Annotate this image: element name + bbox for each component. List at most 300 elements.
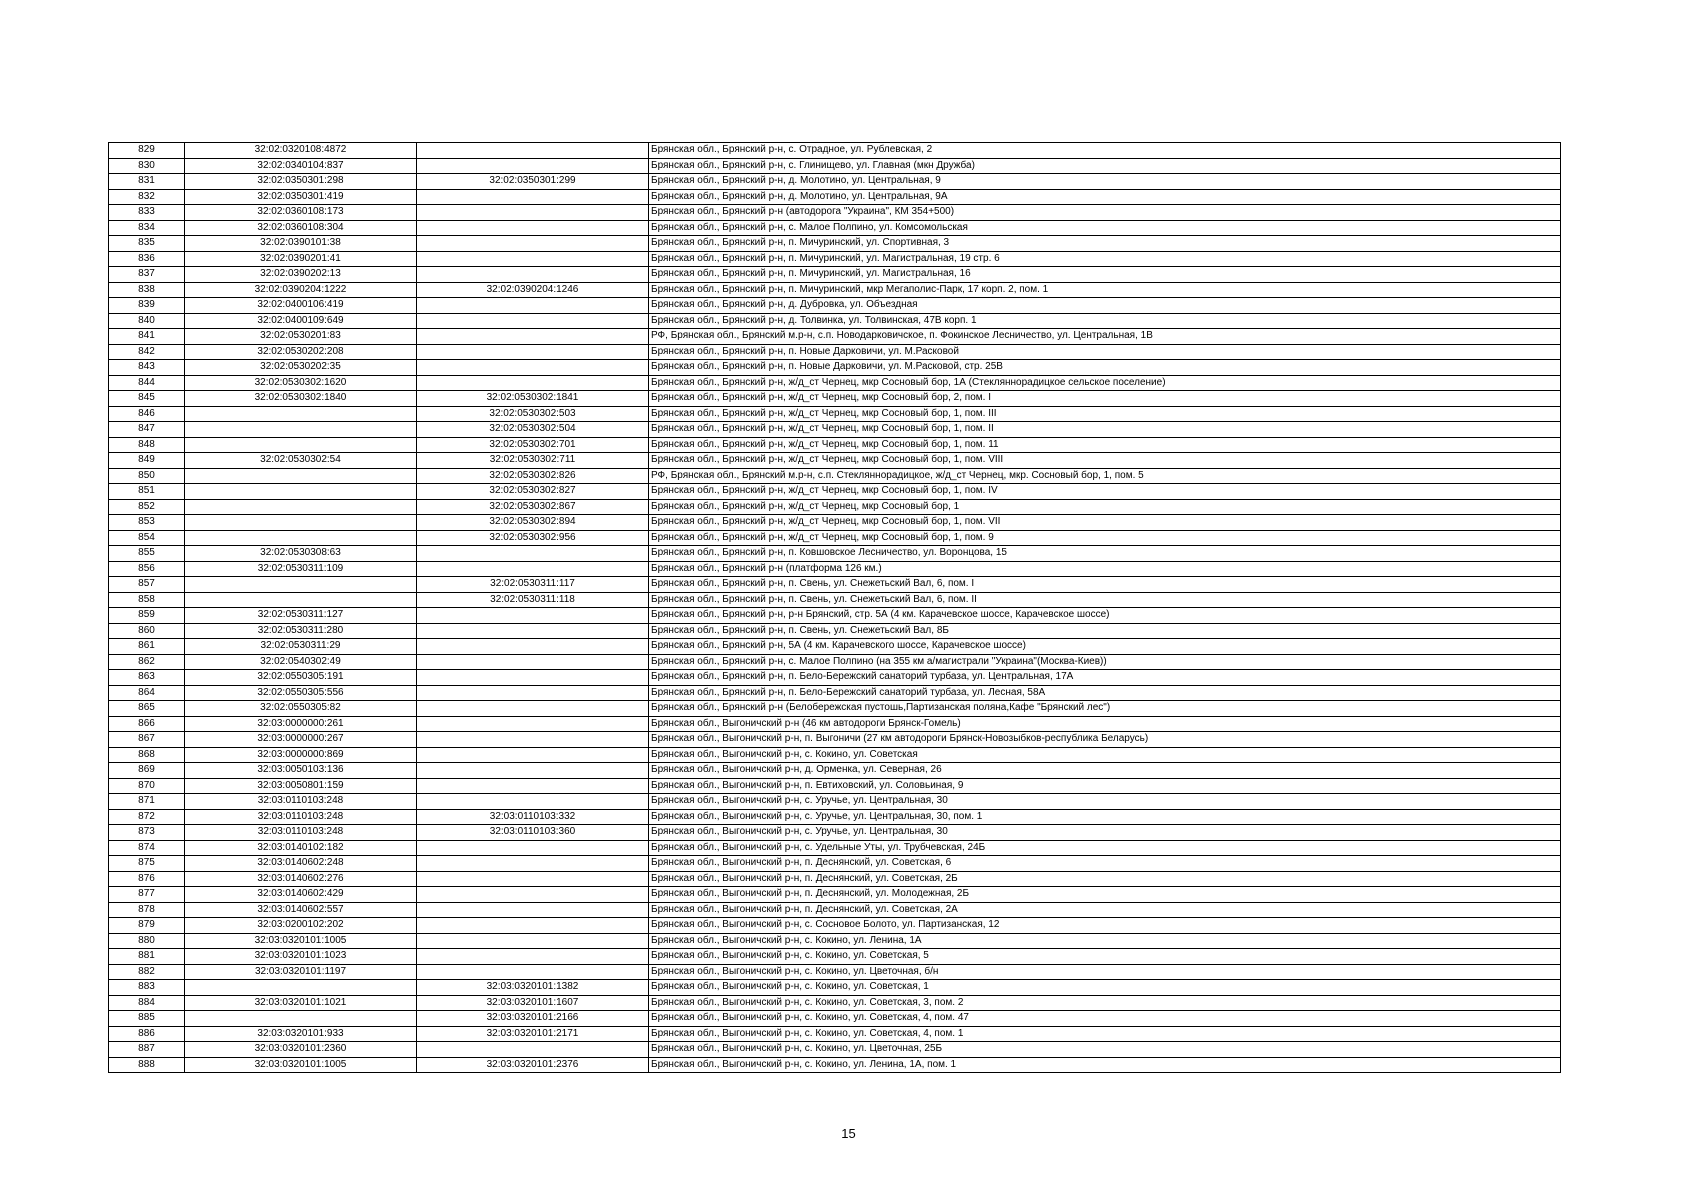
premise-cadastral-number-cell xyxy=(417,608,649,624)
premise-cadastral-number-cell: 32:03:0110103:332 xyxy=(417,809,649,825)
row-number-cell: 870 xyxy=(109,778,185,794)
premise-cadastral-number-cell xyxy=(417,561,649,577)
premise-cadastral-number-cell: 32:03:0320101:2166 xyxy=(417,1011,649,1027)
row-number-cell: 836 xyxy=(109,251,185,267)
premise-cadastral-number-cell xyxy=(417,344,649,360)
table-row xyxy=(109,809,1561,825)
row-number-cell: 884 xyxy=(109,995,185,1011)
table-row xyxy=(109,422,1561,438)
row-number-cell: 865 xyxy=(109,701,185,717)
address-cell: Брянская обл., Брянский р-н, д. Молотино, ул. Центральная, 9 xyxy=(649,174,1561,190)
address-cell: Брянская обл., Брянский р-н, п. Свень, ул. Снежетьский Вал, 6, пом. I xyxy=(649,577,1561,593)
cadastral-number-cell: 32:03:0110103:248 xyxy=(185,809,417,825)
cadastral-number-cell: 32:03:0320101:1197 xyxy=(185,964,417,980)
cadastral-number-cell: 32:03:0140102:182 xyxy=(185,840,417,856)
premise-cadastral-number-cell xyxy=(417,360,649,376)
cadastral-number-cell: 32:02:0550305:556 xyxy=(185,685,417,701)
table-row xyxy=(109,484,1561,500)
row-number-cell: 879 xyxy=(109,918,185,934)
cadastral-number-cell: 32:02:0550305:82 xyxy=(185,701,417,717)
premise-cadastral-number-cell xyxy=(417,701,649,717)
row-number-cell: 862 xyxy=(109,654,185,670)
address-cell: Брянская обл., Выгоничский р-н, д. Орменка, ул. Северная, 26 xyxy=(649,763,1561,779)
table-row xyxy=(109,220,1561,236)
cadastral-number-cell: 32:03:0000000:869 xyxy=(185,747,417,763)
address-cell: Брянская обл., Выгоничский р-н, с. Кокино, ул. Советская, 4, пом. 47 xyxy=(649,1011,1561,1027)
table-row xyxy=(109,778,1561,794)
cadastral-number-cell: 32:02:0530302:1620 xyxy=(185,375,417,391)
row-number-cell: 852 xyxy=(109,499,185,515)
table-row xyxy=(109,949,1561,965)
row-number-cell: 830 xyxy=(109,158,185,174)
cadastral-number-cell xyxy=(185,592,417,608)
premise-cadastral-number-cell xyxy=(417,313,649,329)
row-number-cell: 887 xyxy=(109,1042,185,1058)
address-cell: Брянская обл., Брянский р-н (автодорога "Украина", КМ 354+500) xyxy=(649,205,1561,221)
address-cell: РФ, Брянская обл., Брянский м.р-н, с.п. Стекляннорадицкое, ж/д_ст Чернец, мкр. Сосновый бор, 1, пом. 5 xyxy=(649,468,1561,484)
address-cell: Брянская обл., Брянский р-н, ж/д_ст Чернец, мкр Сосновый бор, 1 xyxy=(649,499,1561,515)
premise-cadastral-number-cell: 32:02:0530302:956 xyxy=(417,530,649,546)
premise-cadastral-number-cell xyxy=(417,902,649,918)
table-row xyxy=(109,995,1561,1011)
premise-cadastral-number-cell xyxy=(417,1042,649,1058)
table-row xyxy=(109,406,1561,422)
premise-cadastral-number-cell: 32:02:0530302:867 xyxy=(417,499,649,515)
cadastral-number-cell: 32:02:0530202:35 xyxy=(185,360,417,376)
cadastral-number-cell xyxy=(185,515,417,531)
address-cell: Брянская обл., Брянский р-н, с. Малое Полпино (на 355 км а/магистрали "Украина"(Москва-Киев)) xyxy=(649,654,1561,670)
premise-cadastral-number-cell: 32:02:0530302:826 xyxy=(417,468,649,484)
cadastral-number-cell: 32:03:0320101:1005 xyxy=(185,1057,417,1073)
address-cell: Брянская обл., Брянский р-н, п. Мичуринский, ул. Магистральная, 19 стр. 6 xyxy=(649,251,1561,267)
row-number-cell: 880 xyxy=(109,933,185,949)
address-cell: Брянская обл., Брянский р-н, п. Ковшовское Лесничество, ул. Воронцова, 15 xyxy=(649,546,1561,562)
property-table xyxy=(108,142,1561,1073)
table-row xyxy=(109,685,1561,701)
table-row xyxy=(109,251,1561,267)
premise-cadastral-number-cell xyxy=(417,143,649,159)
table-row xyxy=(109,282,1561,298)
cadastral-number-cell: 32:02:0350301:419 xyxy=(185,189,417,205)
row-number-cell: 871 xyxy=(109,794,185,810)
row-number-cell: 876 xyxy=(109,871,185,887)
premise-cadastral-number-cell xyxy=(417,794,649,810)
table-row xyxy=(109,840,1561,856)
cadastral-number-cell: 32:02:0390101:38 xyxy=(185,236,417,252)
row-number-cell: 878 xyxy=(109,902,185,918)
address-cell: Брянская обл., Брянский р-н, д. Толвинка, ул. Толвинская, 47В корп. 1 xyxy=(649,313,1561,329)
cadastral-number-cell xyxy=(185,980,417,996)
premise-cadastral-number-cell: 32:02:0530302:711 xyxy=(417,453,649,469)
cadastral-number-cell: 32:02:0550305:191 xyxy=(185,670,417,686)
table-row xyxy=(109,546,1561,562)
row-number-cell: 849 xyxy=(109,453,185,469)
address-cell: Брянская обл., Брянский р-н, ж/д_ст Чернец, мкр Сосновый бор, 1, пом. IV xyxy=(649,484,1561,500)
premise-cadastral-number-cell xyxy=(417,747,649,763)
address-cell: Брянская обл., Брянский р-н, ж/д_ст Чернец, мкр Сосновый бор, 2, пом. I xyxy=(649,391,1561,407)
row-number-cell: 840 xyxy=(109,313,185,329)
table-row xyxy=(109,174,1561,190)
table-row xyxy=(109,1057,1561,1073)
cadastral-number-cell: 32:02:0530311:280 xyxy=(185,623,417,639)
table-row xyxy=(109,1026,1561,1042)
table-row xyxy=(109,437,1561,453)
address-cell: Брянская обл., Брянский р-н, п. Новые Дарковичи, ул. М.Расковой xyxy=(649,344,1561,360)
address-cell: Брянская обл., Выгоничский р-н, с. Кокино, ул. Цветочная, б/н xyxy=(649,964,1561,980)
table-row xyxy=(109,515,1561,531)
address-cell: Брянская обл., Брянский р-н, п. Бело-Бережский санаторий турбаза, ул. Лесная, 58А xyxy=(649,685,1561,701)
cadastral-number-cell: 32:02:0530308:63 xyxy=(185,546,417,562)
premise-cadastral-number-cell: 32:03:0320101:1607 xyxy=(417,995,649,1011)
table-row xyxy=(109,964,1561,980)
cadastral-number-cell: 32:02:0360108:304 xyxy=(185,220,417,236)
address-cell: Брянская обл., Выгоничский р-н, п. Деснянский, ул. Молодежная, 2Б xyxy=(649,887,1561,903)
address-cell: Брянская обл., Брянский р-н, п. Мичуринский, ул. Спортивная, 3 xyxy=(649,236,1561,252)
row-number-cell: 857 xyxy=(109,577,185,593)
table-row xyxy=(109,577,1561,593)
address-cell: Брянская обл., Брянский р-н (Белобережская пустошь,Партизанская поляна,Кафе "Брянский лес") xyxy=(649,701,1561,717)
row-number-cell: 837 xyxy=(109,267,185,283)
address-cell: Брянская обл., Выгоничский р-н, с. Сосновое Болото, ул. Партизанская, 12 xyxy=(649,918,1561,934)
premise-cadastral-number-cell: 32:02:0530311:118 xyxy=(417,592,649,608)
cadastral-number-cell: 32:03:0320101:933 xyxy=(185,1026,417,1042)
table-row xyxy=(109,267,1561,283)
address-cell: Брянская обл., Брянский р-н, ж/д_ст Чернец, мкр Сосновый бор, 1, пом. VII xyxy=(649,515,1561,531)
table-row xyxy=(109,375,1561,391)
premise-cadastral-number-cell xyxy=(417,732,649,748)
premise-cadastral-number-cell xyxy=(417,856,649,872)
premise-cadastral-number-cell xyxy=(417,220,649,236)
address-cell: Брянская обл., Выгоничский р-н, с. Кокино, ул. Ленина, 1А xyxy=(649,933,1561,949)
address-cell: Брянская обл., Брянский р-н, ж/д_ст Чернец, мкр Сосновый бор, 1, пом. III xyxy=(649,406,1561,422)
premise-cadastral-number-cell xyxy=(417,654,649,670)
cadastral-number-cell: 32:02:0390204:1222 xyxy=(185,282,417,298)
premise-cadastral-number-cell: 32:02:0530302:503 xyxy=(417,406,649,422)
row-number-cell: 850 xyxy=(109,468,185,484)
premise-cadastral-number-cell: 32:03:0320101:2171 xyxy=(417,1026,649,1042)
cadastral-number-cell xyxy=(185,499,417,515)
cadastral-number-cell: 32:02:0360108:173 xyxy=(185,205,417,221)
cadastral-number-cell: 32:02:0530302:54 xyxy=(185,453,417,469)
address-cell: Брянская обл., Брянский р-н, ж/д_ст Чернец, мкр Сосновый бор, 1, пом. 11 xyxy=(649,437,1561,453)
premise-cadastral-number-cell xyxy=(417,778,649,794)
cadastral-number-cell: 32:03:0320101:1021 xyxy=(185,995,417,1011)
row-number-cell: 858 xyxy=(109,592,185,608)
table-row xyxy=(109,530,1561,546)
address-cell: Брянская обл., Брянский р-н, п. Новые Дарковичи, ул. М.Расковой, стр. 25В xyxy=(649,360,1561,376)
address-cell: Брянская обл., Брянский р-н, 5А (4 км. Карачевского шоссе, Карачевское шоссе) xyxy=(649,639,1561,655)
premise-cadastral-number-cell xyxy=(417,623,649,639)
cadastral-number-cell: 32:02:0530201:83 xyxy=(185,329,417,345)
row-number-cell: 866 xyxy=(109,716,185,732)
premise-cadastral-number-cell: 32:02:0530302:827 xyxy=(417,484,649,500)
row-number-cell: 856 xyxy=(109,561,185,577)
cadastral-number-cell: 32:02:0540302:49 xyxy=(185,654,417,670)
cadastral-number-cell: 32:02:0530311:127 xyxy=(185,608,417,624)
cadastral-number-cell xyxy=(185,577,417,593)
table-row xyxy=(109,794,1561,810)
table-row xyxy=(109,313,1561,329)
cadastral-number-cell: 32:03:0050801:159 xyxy=(185,778,417,794)
address-cell: Брянская обл., Выгоничский р-н (46 км автодороги Брянск-Гомель) xyxy=(649,716,1561,732)
cadastral-number-cell: 32:03:0000000:267 xyxy=(185,732,417,748)
cadastral-number-cell xyxy=(185,530,417,546)
cadastral-number-cell: 32:02:0350301:298 xyxy=(185,174,417,190)
premise-cadastral-number-cell xyxy=(417,546,649,562)
cadastral-number-cell: 32:03:0140602:429 xyxy=(185,887,417,903)
cadastral-number-cell: 32:03:0050103:136 xyxy=(185,763,417,779)
address-cell: Брянская обл., Брянский р-н, д. Молотино, ул. Центральная, 9А xyxy=(649,189,1561,205)
premise-cadastral-number-cell xyxy=(417,236,649,252)
table-row xyxy=(109,344,1561,360)
table-row xyxy=(109,1042,1561,1058)
cadastral-number-cell: 32:03:0140602:557 xyxy=(185,902,417,918)
premise-cadastral-number-cell: 32:03:0320101:1382 xyxy=(417,980,649,996)
row-number-cell: 847 xyxy=(109,422,185,438)
table-row xyxy=(109,189,1561,205)
premise-cadastral-number-cell: 32:02:0530302:894 xyxy=(417,515,649,531)
row-number-cell: 838 xyxy=(109,282,185,298)
cadastral-number-cell xyxy=(185,406,417,422)
address-cell: РФ, Брянская обл., Брянский м.р-н, с.п. Новодарковичское, п. Фокинское Лесничество, ул. Центральная, 1В xyxy=(649,329,1561,345)
table-row xyxy=(109,933,1561,949)
row-number-cell: 843 xyxy=(109,360,185,376)
cadastral-number-cell: 32:03:0110103:248 xyxy=(185,825,417,841)
premise-cadastral-number-cell xyxy=(417,887,649,903)
premise-cadastral-number-cell xyxy=(417,685,649,701)
row-number-cell: 861 xyxy=(109,639,185,655)
cadastral-number-cell: 32:03:0110103:248 xyxy=(185,794,417,810)
premise-cadastral-number-cell xyxy=(417,267,649,283)
address-cell: Брянская обл., Выгоничский р-н, п. Деснянский, ул. Советская, 2Б xyxy=(649,871,1561,887)
row-number-cell: 864 xyxy=(109,685,185,701)
table-row xyxy=(109,453,1561,469)
table-row xyxy=(109,918,1561,934)
premise-cadastral-number-cell xyxy=(417,840,649,856)
table-row xyxy=(109,763,1561,779)
premise-cadastral-number-cell: 32:03:0320101:2376 xyxy=(417,1057,649,1073)
table-row xyxy=(109,236,1561,252)
address-cell: Брянская обл., Брянский р-н (платформа 126 км.) xyxy=(649,561,1561,577)
address-cell: Брянская обл., Выгоничский р-н, с. Кокино, ул. Советская, 4, пом. 1 xyxy=(649,1026,1561,1042)
row-number-cell: 863 xyxy=(109,670,185,686)
address-cell: Брянская обл., Брянский р-н, ж/д_ст Чернец, мкр Сосновый бор, 1, пом. VIII xyxy=(649,453,1561,469)
row-number-cell: 875 xyxy=(109,856,185,872)
premise-cadastral-number-cell: 32:02:0350301:299 xyxy=(417,174,649,190)
premise-cadastral-number-cell xyxy=(417,933,649,949)
row-number-cell: 869 xyxy=(109,763,185,779)
address-cell: Брянская обл., Брянский р-н, п. Мичуринский, ул. Магистральная, 16 xyxy=(649,267,1561,283)
address-cell: Брянская обл., Выгоничский р-н, с. Кокино, ул. Цветочная, 25Б xyxy=(649,1042,1561,1058)
premise-cadastral-number-cell xyxy=(417,670,649,686)
address-cell: Брянская обл., Выгоничский р-н, с. Уручье, ул. Центральная, 30 xyxy=(649,794,1561,810)
table-row xyxy=(109,158,1561,174)
premise-cadastral-number-cell xyxy=(417,298,649,314)
premise-cadastral-number-cell xyxy=(417,375,649,391)
cadastral-number-cell: 32:03:0320101:1005 xyxy=(185,933,417,949)
cadastral-number-cell xyxy=(185,437,417,453)
row-number-cell: 859 xyxy=(109,608,185,624)
address-cell: Брянская обл., Брянский р-н, д. Дубровка, ул. Объездная xyxy=(649,298,1561,314)
table-row xyxy=(109,871,1561,887)
premise-cadastral-number-cell xyxy=(417,964,649,980)
row-number-cell: 867 xyxy=(109,732,185,748)
premise-cadastral-number-cell xyxy=(417,639,649,655)
cadastral-number-cell: 32:02:0400109:649 xyxy=(185,313,417,329)
cadastral-number-cell: 32:03:0320101:1023 xyxy=(185,949,417,965)
address-cell: Брянская обл., Брянский р-н, ж/д_ст Чернец, мкр Сосновый бор, 1А (Стекляннорадицкое сельское поселение) xyxy=(649,375,1561,391)
row-number-cell: 877 xyxy=(109,887,185,903)
table-row xyxy=(109,639,1561,655)
table-row xyxy=(109,468,1561,484)
premise-cadastral-number-cell: 32:02:0530302:504 xyxy=(417,422,649,438)
table-row xyxy=(109,623,1561,639)
address-cell: Брянская обл., Выгоничский р-н, п. Деснянский, ул. Советская, 2А xyxy=(649,902,1561,918)
table-row xyxy=(109,825,1561,841)
row-number-cell: 855 xyxy=(109,546,185,562)
row-number-cell: 851 xyxy=(109,484,185,500)
address-cell: Брянская обл., Брянский р-н, п. Бело-Бережский санаторий турбаза, ул. Центральная, 17А xyxy=(649,670,1561,686)
cadastral-number-cell: 32:02:0340104:837 xyxy=(185,158,417,174)
address-cell: Брянская обл., Брянский р-н, ж/д_ст Чернец, мкр Сосновый бор, 1, пом. II xyxy=(649,422,1561,438)
row-number-cell: 883 xyxy=(109,980,185,996)
row-number-cell: 846 xyxy=(109,406,185,422)
table-row xyxy=(109,980,1561,996)
address-cell: Брянская обл., Брянский р-н, п. Свень, ул. Снежетьский Вал, 8Б xyxy=(649,623,1561,639)
cadastral-number-cell: 32:02:0400106:419 xyxy=(185,298,417,314)
cadastral-number-cell: 32:03:0140602:276 xyxy=(185,871,417,887)
table-row xyxy=(109,732,1561,748)
row-number-cell: 829 xyxy=(109,143,185,159)
address-cell: Брянская обл., Выгоничский р-н, с. Кокино, ул. Советская, 3, пом. 2 xyxy=(649,995,1561,1011)
row-number-cell: 845 xyxy=(109,391,185,407)
cadastral-number-cell: 32:02:0530311:29 xyxy=(185,639,417,655)
address-cell: Брянская обл., Брянский р-н, с. Отрадное, ул. Рублевская, 2 xyxy=(649,143,1561,159)
table-row xyxy=(109,592,1561,608)
row-number-cell: 854 xyxy=(109,530,185,546)
table-row xyxy=(109,298,1561,314)
cadastral-number-cell: 32:02:0320108:4872 xyxy=(185,143,417,159)
row-number-cell: 832 xyxy=(109,189,185,205)
address-cell: Брянская обл., Выгоничский р-н, с. Уручье, ул. Центральная, 30 xyxy=(649,825,1561,841)
address-cell: Брянская обл., Брянский р-н, п. Свень, ул. Снежетьский Вал, 6, пом. II xyxy=(649,592,1561,608)
cadastral-number-cell: 32:02:0390201:41 xyxy=(185,251,417,267)
address-cell: Брянская обл., Выгоничский р-н, с. Кокино, ул. Ленина, 1А, пом. 1 xyxy=(649,1057,1561,1073)
table-row xyxy=(109,701,1561,717)
premise-cadastral-number-cell xyxy=(417,949,649,965)
address-cell: Брянская обл., Брянский р-н, ж/д_ст Чернец, мкр Сосновый бор, 1, пом. 9 xyxy=(649,530,1561,546)
row-number-cell: 835 xyxy=(109,236,185,252)
row-number-cell: 853 xyxy=(109,515,185,531)
table-body xyxy=(109,143,1561,1073)
premise-cadastral-number-cell xyxy=(417,329,649,345)
row-number-cell: 841 xyxy=(109,329,185,345)
premise-cadastral-number-cell xyxy=(417,871,649,887)
row-number-cell: 881 xyxy=(109,949,185,965)
table-row xyxy=(109,143,1561,159)
address-cell: Брянская обл., Выгоничский р-н, с. Кокино, ул. Советская, 5 xyxy=(649,949,1561,965)
table-row xyxy=(109,887,1561,903)
address-cell: Брянская обл., Выгоничский р-н, с. Кокино, ул. Советская, 1 xyxy=(649,980,1561,996)
premise-cadastral-number-cell: 32:02:0530302:1841 xyxy=(417,391,649,407)
premise-cadastral-number-cell xyxy=(417,716,649,732)
premise-cadastral-number-cell: 32:02:0390204:1246 xyxy=(417,282,649,298)
premise-cadastral-number-cell: 32:03:0110103:360 xyxy=(417,825,649,841)
address-cell: Брянская обл., Выгоничский р-н, п. Деснянский, ул. Советская, 6 xyxy=(649,856,1561,872)
table-row xyxy=(109,747,1561,763)
address-cell: Брянская обл., Брянский р-н, р-н Брянский, стр. 5А (4 км. Карачевское шоссе, Карачевское шоссе) xyxy=(649,608,1561,624)
premise-cadastral-number-cell xyxy=(417,158,649,174)
row-number-cell: 882 xyxy=(109,964,185,980)
row-number-cell: 860 xyxy=(109,623,185,639)
premise-cadastral-number-cell xyxy=(417,189,649,205)
cadastral-number-cell: 32:02:0530302:1840 xyxy=(185,391,417,407)
row-number-cell: 839 xyxy=(109,298,185,314)
premise-cadastral-number-cell xyxy=(417,763,649,779)
table-row xyxy=(109,561,1561,577)
premise-cadastral-number-cell: 32:02:0530302:701 xyxy=(417,437,649,453)
table-row xyxy=(109,856,1561,872)
row-number-cell: 848 xyxy=(109,437,185,453)
table-row xyxy=(109,670,1561,686)
row-number-cell: 844 xyxy=(109,375,185,391)
row-number-cell: 874 xyxy=(109,840,185,856)
table-row xyxy=(109,608,1561,624)
row-number-cell: 872 xyxy=(109,809,185,825)
address-cell: Брянская обл., Брянский р-н, п. Мичуринский, мкр Мегаполис-Парк, 17 корп. 2, пом. 1 xyxy=(649,282,1561,298)
row-number-cell: 833 xyxy=(109,205,185,221)
cadastral-number-cell: 32:02:0530311:109 xyxy=(185,561,417,577)
cadastral-number-cell: 32:03:0140602:248 xyxy=(185,856,417,872)
cadastral-number-cell: 32:02:0390202:13 xyxy=(185,267,417,283)
cadastral-number-cell xyxy=(185,468,417,484)
cadastral-number-cell xyxy=(185,1011,417,1027)
page-number: 15 xyxy=(841,1126,856,1141)
premise-cadastral-number-cell: 32:02:0530311:117 xyxy=(417,577,649,593)
address-cell: Брянская обл., Выгоничский р-н, с. Уручье, ул. Центральная, 30, пом. 1 xyxy=(649,809,1561,825)
table-row xyxy=(109,360,1561,376)
row-number-cell: 842 xyxy=(109,344,185,360)
row-number-cell: 831 xyxy=(109,174,185,190)
row-number-cell: 873 xyxy=(109,825,185,841)
premise-cadastral-number-cell xyxy=(417,205,649,221)
cadastral-number-cell: 32:03:0200102:202 xyxy=(185,918,417,934)
premise-cadastral-number-cell xyxy=(417,918,649,934)
cadastral-number-cell xyxy=(185,422,417,438)
premise-cadastral-number-cell xyxy=(417,251,649,267)
table-row xyxy=(109,654,1561,670)
table-row xyxy=(109,329,1561,345)
cadastral-number-cell xyxy=(185,484,417,500)
table-row xyxy=(109,902,1561,918)
address-cell: Брянская обл., Брянский р-н, с. Малое Полпино, ул. Комсомольская xyxy=(649,220,1561,236)
cadastral-number-cell: 32:03:0320101:2360 xyxy=(185,1042,417,1058)
cadastral-number-cell: 32:03:0000000:261 xyxy=(185,716,417,732)
row-number-cell: 886 xyxy=(109,1026,185,1042)
address-cell: Брянская обл., Выгоничский р-н, п. Евтиховский, ул. Соловьиная, 9 xyxy=(649,778,1561,794)
table-row xyxy=(109,391,1561,407)
address-cell: Брянская обл., Брянский р-н, с. Глинищево, ул. Главная (мкн Дружба) xyxy=(649,158,1561,174)
row-number-cell: 834 xyxy=(109,220,185,236)
address-cell: Брянская обл., Выгоничский р-н, с. Кокино, ул. Советская xyxy=(649,747,1561,763)
address-cell: Брянская обл., Выгоничский р-н, п. Выгоничи (27 км автодороги Брянск-Новозыбков-республика Беларусь) xyxy=(649,732,1561,748)
row-number-cell: 885 xyxy=(109,1011,185,1027)
table-row xyxy=(109,205,1561,221)
table-row xyxy=(109,499,1561,515)
cadastral-number-cell: 32:02:0530202:208 xyxy=(185,344,417,360)
row-number-cell: 868 xyxy=(109,747,185,763)
row-number-cell: 888 xyxy=(109,1057,185,1073)
